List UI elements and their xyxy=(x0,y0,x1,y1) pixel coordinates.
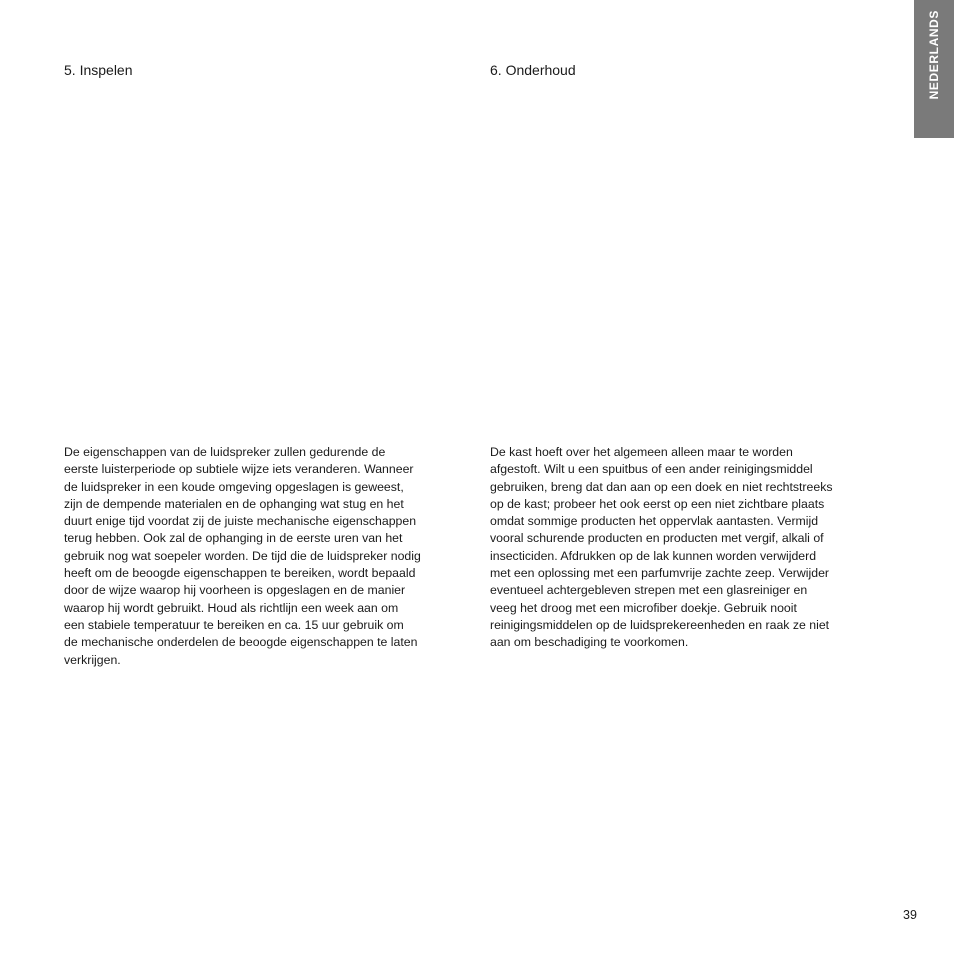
section-body-inspelen: De eigenschappen van de luidspreker zullen gedurende de eerste luisterperiode op subtiele wijze iets veranderen. Wanneer de luidspreker in een koude omgeving opgeslagen is geweest, zijn de dempende materialen en de ophanging wat stug en het duurt enige tijd voordat zij de juiste mechanische eigenschappen terug hebben. Ook zal de ophanging in de eerste uren van het gebruik nog wat soepeler worden. De tijd die de luidspreker nodig heeft om de beoogde eigenschappen te bereiken, wordt bepaald door de wijze waarop hij voorheen is opgeslagen en de manier waarop hij wordt gebruikt. Houd als richtlijn een week aan om een stabiele temperatuur te bereiken en ca. 15 uur gebruik om de mechanische onderdelen de beoogde eigenschappen te laten verkrijgen. xyxy=(64,445,421,667)
page-number: 39 xyxy=(903,908,917,922)
language-tab-label: NEDERLANDS xyxy=(927,10,941,100)
section-heading-inspelen: 5. Inspelen xyxy=(64,62,133,78)
language-tab xyxy=(914,0,954,138)
section-body-onderhoud: De kast hoeft over het algemeen alleen maar te worden afgestoft. Wilt u een spuitbus of een ander reinigingsmiddel gebruiken, breng dat dan aan op een doek en niet rechtstreeks op de kast; probeer het ook eerst op een niet zichtbare plaats omdat sommige producten het oppervlak aantasten. Vermijd vooral schurende producten en producten met vergif, alkali of insecticiden. Afdrukken op de lak kunnen worden verwijderd met een oplossing met een parfumvrije zachte zeep. Verwijder eventueel achtergebleven strepen met een glasreiniger en veeg het droog met een microfiber doekje. Gebruik nooit reinigingsmiddelen op de luidsprekereenheden en raak ze niet aan om beschadiging te voorkomen. xyxy=(490,445,833,650)
section-heading-onderhoud: 6. Onderhoud xyxy=(490,62,576,78)
